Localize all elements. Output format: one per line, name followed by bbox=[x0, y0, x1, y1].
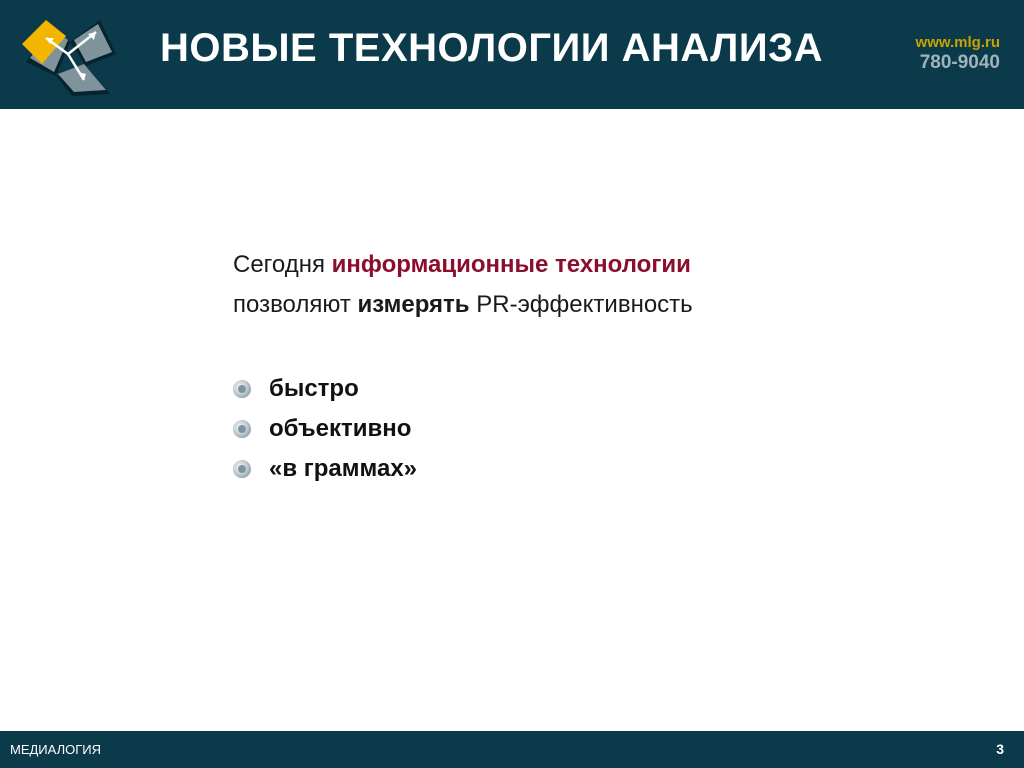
bullet-list bbox=[233, 369, 933, 489]
slide-title: НОВЫЕ ТЕХНОЛОГИИ АНАЛИЗА bbox=[160, 26, 824, 70]
list-item-label: объективно bbox=[269, 415, 412, 442]
footer-bar bbox=[0, 731, 1024, 768]
round-bullet-icon bbox=[233, 380, 251, 398]
statement-line-1 bbox=[233, 245, 933, 285]
statement-text: Сегодня bbox=[233, 251, 332, 278]
page-number: 3 bbox=[996, 741, 1004, 757]
contact-block bbox=[916, 34, 1000, 74]
statement-text: позволяют bbox=[233, 291, 358, 318]
phone-number: 780-9040 bbox=[919, 52, 1000, 73]
statement-text: PR-эффективность bbox=[469, 291, 693, 318]
round-bullet-icon bbox=[233, 460, 251, 478]
highlighted-phrase: информационные технологии bbox=[331, 251, 691, 278]
round-bullet-icon bbox=[233, 420, 251, 438]
main-content bbox=[233, 245, 933, 489]
list-item bbox=[233, 409, 933, 449]
list-item bbox=[233, 369, 933, 409]
statement-line-2 bbox=[233, 285, 933, 325]
brand-name: МЕДИАЛОГИЯ bbox=[10, 742, 102, 757]
website-link[interactable]: www.mlg.ru bbox=[915, 34, 1000, 51]
bold-word: измерять bbox=[357, 291, 470, 318]
header-bar bbox=[0, 0, 1024, 109]
list-item bbox=[233, 449, 933, 489]
medialogia-logo-icon bbox=[16, 14, 128, 98]
list-item-label: «в граммах» bbox=[269, 455, 418, 482]
list-item-label: быстро bbox=[269, 375, 359, 402]
